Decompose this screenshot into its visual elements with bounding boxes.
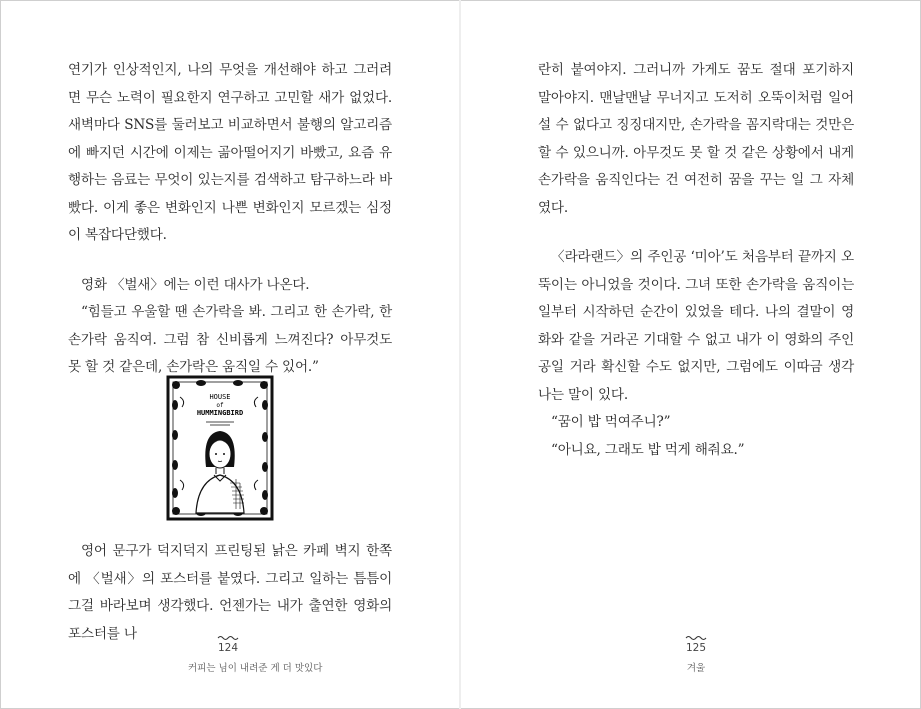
wave-ornament-icon [217,634,239,640]
right-page [461,0,921,709]
right-body-text [538,57,854,464]
left-page-footer [188,634,323,674]
left-paragraph-1: 연기가 인상적인지, 나의 무엇을 개선해야 하고 그러려면 무슨 노력이 필요한지 연구하고 고민할 새가 없었다. 새벽마다 SNS를 둘러보고 비교하면서 불행의 알고리즘에 빠지던 시간에 이제는 곪아떨어지기 바빴고, 요즘 유행하는 음료는 무엇이 있는지를 검색하고 탐구하느라 바빴다. 이게 좋은 변화인지 나쁜 변화인지 모르겠는 심정이 복잡다단했다. [68,62,392,243]
dialogue-line-1: “꿈이 밥 먹여주니?” [551,414,671,430]
poster-title-line1: HOUSE [209,393,231,401]
wave-ornament-icon [685,634,707,640]
film-quote: “힘들고 우울할 땐 손가락을 봐. 그리고 한 손가락, 한 손가락 움직여. 그럼 참 신비롭게 느껴진다? 아무것도 못 할 것 같은데, 손가락은 움직일 수 있어.” [68,304,392,375]
hummingbird-poster-illustration [166,375,274,521]
left-body-text [68,57,392,382]
dialogue-line-2: “아니요, 그래도 밥 먹게 해줘요.” [551,441,745,458]
quote-intro: 영화 〈벌새〉에는 이런 대사가 나온다. [81,276,310,293]
right-paragraph-2: 〈라라랜드〉의 주인공 ‘미아’도 처음부터 끝까지 오뚝이는 아니었을 것이다. 그녀 또한 손가락을 움직이는 일부터 시작하던 순간이 있었을 테다. 나의 결말이 영화와 같을 거라곤 기대할 수 없고 내가 이 영화의 주인공일 거라 확신할 수도 없지만, 그럼에도 이따금 생각나는 말이 있다. [538,249,854,403]
left-page-number: 124 [217,642,239,654]
right-paragraph-1: 란히 붙여야지. 그러니까 가게도 꿈도 절대 포기하지 말아야지. 맨날맨날 무너지고 도저히 오뚝이처럼 일어설 수 없다고 징징대지만, 손가락을 꼼지락대는 것만은 할 수 있으니까. 아무것도 못 할 것 같은 상황에서 내게 손가락을 움직인다는 건 여전히 꿈을 꾸는 일 그 자체였다. [538,62,854,216]
right-running-title: 겨울 [686,663,706,674]
left-running-title: 커피는 님이 내려준 게 더 맛있다 [188,663,323,674]
left-page [0,0,460,709]
left-bottom-text [68,538,392,648]
right-page-footer [656,634,736,674]
right-page-number: 125 [685,642,707,654]
poster-title-line3: HUMMINGBIRD [196,409,244,417]
poster-title-line2: of [216,402,224,409]
left-paragraph-2: 영어 문구가 덕지덕지 프린팅된 낡은 카페 벽지 한쪽에 〈벌새〉의 포스터를 붙였다. 그리고 일하는 틈틈이 그걸 바라보며 생각했다. 언젠가는 내가 출연한 영화의 포스터를 나 [68,543,392,642]
